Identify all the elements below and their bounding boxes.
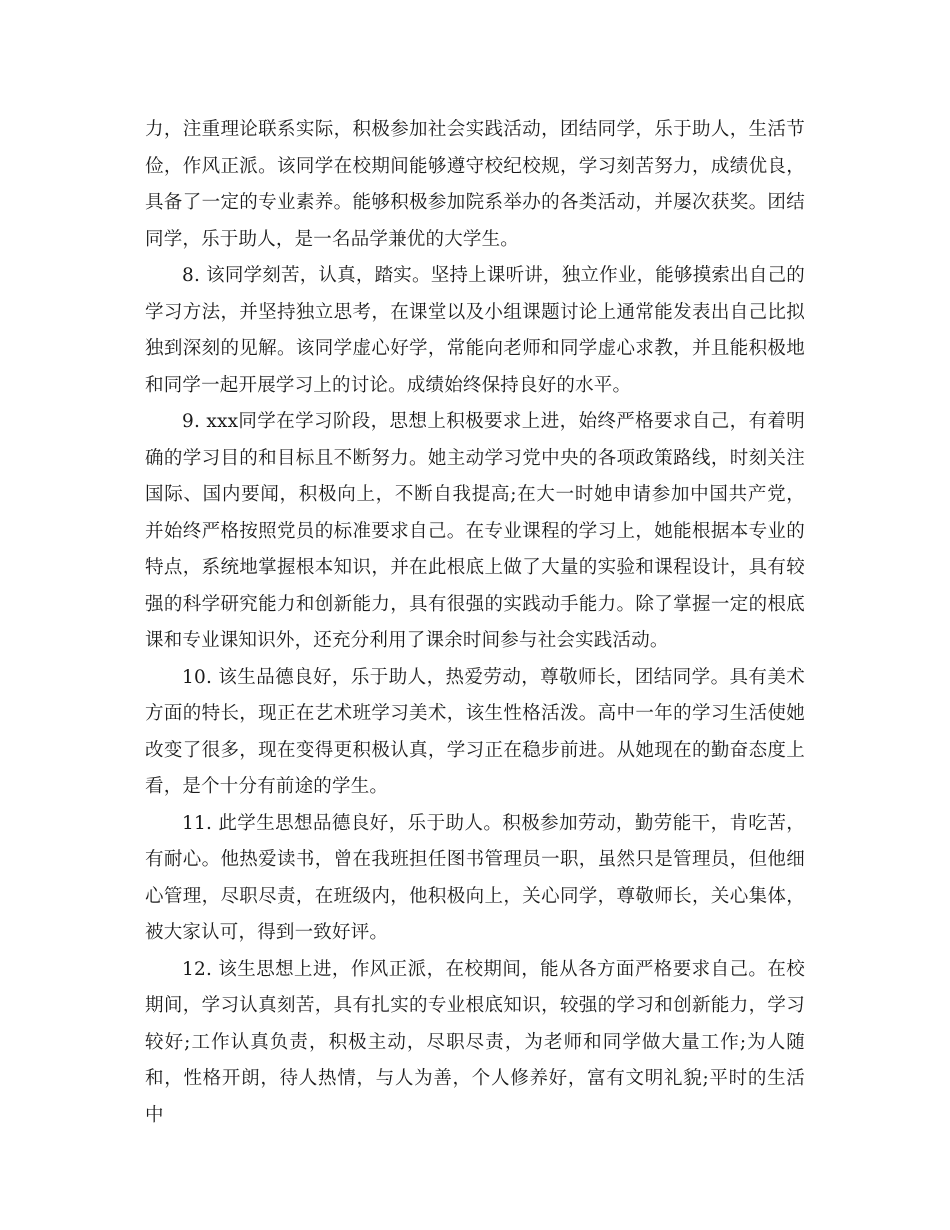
paragraph-11: 11. 此学生思想品德良好，乐于助人。积极参加劳动，勤劳能干，肯吃苦，有耐心。他热爱读书，曾在我班担任图书管理员一职，虽然只是管理员，但他细心管理，尽职尽责，在班级内，他积极向上，关心同学，尊敬师长，关心集体，被大家认可，得到一致好评。 <box>145 812 805 943</box>
paragraph-continued: 力，注重理论联系实际，积极参加社会实践活动，团结同学，乐于助人，生活节俭，作风正派。该同学在校期间能够遵守校纪校规，学习刻苦努力，成绩优良，具备了一定的专业素养。能够积极参加院系举办的各类活动，并屡次获奖。团结同学，乐于助人，是一名品学兼优的大学生。 <box>145 119 805 250</box>
paragraph-8: 8. 该同学刻苦，认真，踏实。坚持上课听讲，独立作业，能够摸索出自己的学习方法，并坚持独立思考，在课堂以及小组课题讨论上通常能发表出自己比拟独到深刻的见解。该同学虚心好学，常能向老师和同学虚心求教，并且能积极地和同学一起开展学习上的讨论。成绩始终保持良好的水平。 <box>145 265 805 396</box>
paragraph-10: 10. 该生品德良好，乐于助人，热爱劳动，尊敬师长，团结同学。具有美术方面的特长，现正在艺术班学习美术，该生性格活泼。高中一年的学习生活使她改变了很多，现在变得更积极认真，学习正在稳步前进。从她现在的勤奋态度上看，是个十分有前途的学生。 <box>145 666 805 797</box>
document-body <box>145 112 805 1134</box>
paragraph-9: 9. xxx同学在学习阶段，思想上积极要求上进，始终严格要求自己，有着明确的学习目的和目标且不断努力。她主动学习党中央的各项政策路线，时刻关注国际、国内要闻，积极向上，不断自我提高;在大一时她申请参加中国共产党，并始终严格按照党员的标准要求自己。在专业课程的学习上，她能根据本专业的特点，系统地掌握根本知识，并在此根底上做了大量的实验和课程设计，具有较强的科学研究能力和创新能力，具有很强的实践动手能力。除了掌握一定的根底课和专业课知识外，还充分利用了课余时间参与社会实践活动。 <box>145 411 805 651</box>
paragraph-12: 12. 该生思想上进，作风正派，在校期间，能从各方面严格要求自己。在校期间，学习认真刻苦，具有扎实的专业根底知识，较强的学习和创新能力，学习较好;工作认真负责，积极主动，尽职尽责，为老师和同学做大量工作;为人随和，性格开朗，待人热情，与人为善，个人修养好，富有文明礼貌;平时的生活中 <box>145 958 805 1126</box>
